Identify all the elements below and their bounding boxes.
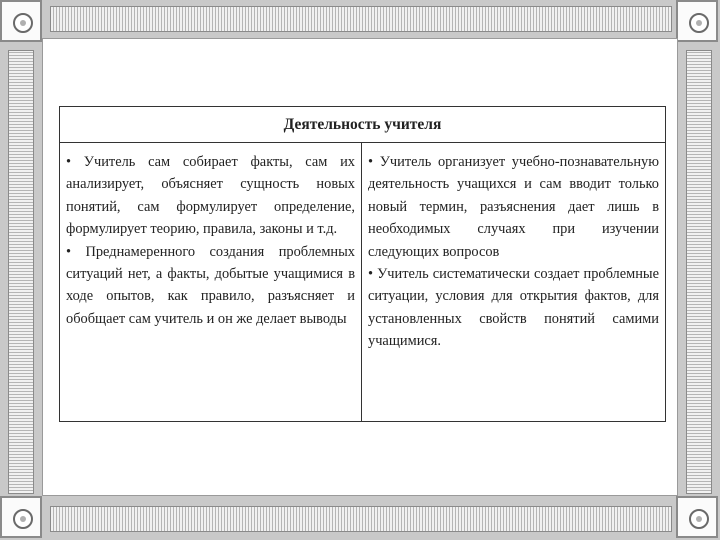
table-body bbox=[60, 143, 665, 421]
ring-icon bbox=[689, 509, 709, 529]
frame-top-strip bbox=[50, 6, 672, 32]
frame-right-strip bbox=[686, 50, 712, 494]
corner-ornament-top-left bbox=[0, 0, 42, 42]
left-column bbox=[60, 143, 362, 421]
ring-icon bbox=[13, 509, 33, 529]
right-paragraph-2: • Учитель систематически создает проблемные ситуации, условия для открытия фактов, для установленных свойств понятий самими учащимися. bbox=[368, 266, 659, 350]
corner-ornament-bottom-left bbox=[0, 496, 42, 538]
ring-icon bbox=[689, 13, 709, 33]
corner-ornament-bottom-right bbox=[676, 496, 718, 538]
left-paragraph-2: • Преднамеренного создания проблемных ситуаций нет, а факты, добытые учащимися в ходе опытов, как правило, разъясняет и обобщает сам учитель и он же делает выводы bbox=[66, 243, 355, 327]
corner-ornament-top-right bbox=[676, 0, 718, 42]
frame-left-strip bbox=[8, 50, 34, 494]
comparison-table bbox=[59, 106, 666, 422]
ring-icon bbox=[13, 13, 33, 33]
frame-bottom-strip bbox=[50, 506, 672, 532]
table-header: Деятельность учителя bbox=[60, 107, 665, 143]
right-column bbox=[362, 143, 665, 421]
right-paragraph-1: • Учитель организует учебно-познавательную деятельность учащихся и сам вводит только новый термин, разъяснения дает лишь в необходимых случаях при изучении следующих вопросов bbox=[368, 154, 659, 260]
left-paragraph-1: • Учитель сам собирает факты, сам их анализирует, объясняет сущность новых понятий, сам формулирует определение, формулирует теорию, правила, законы и т.д. bbox=[66, 154, 355, 238]
